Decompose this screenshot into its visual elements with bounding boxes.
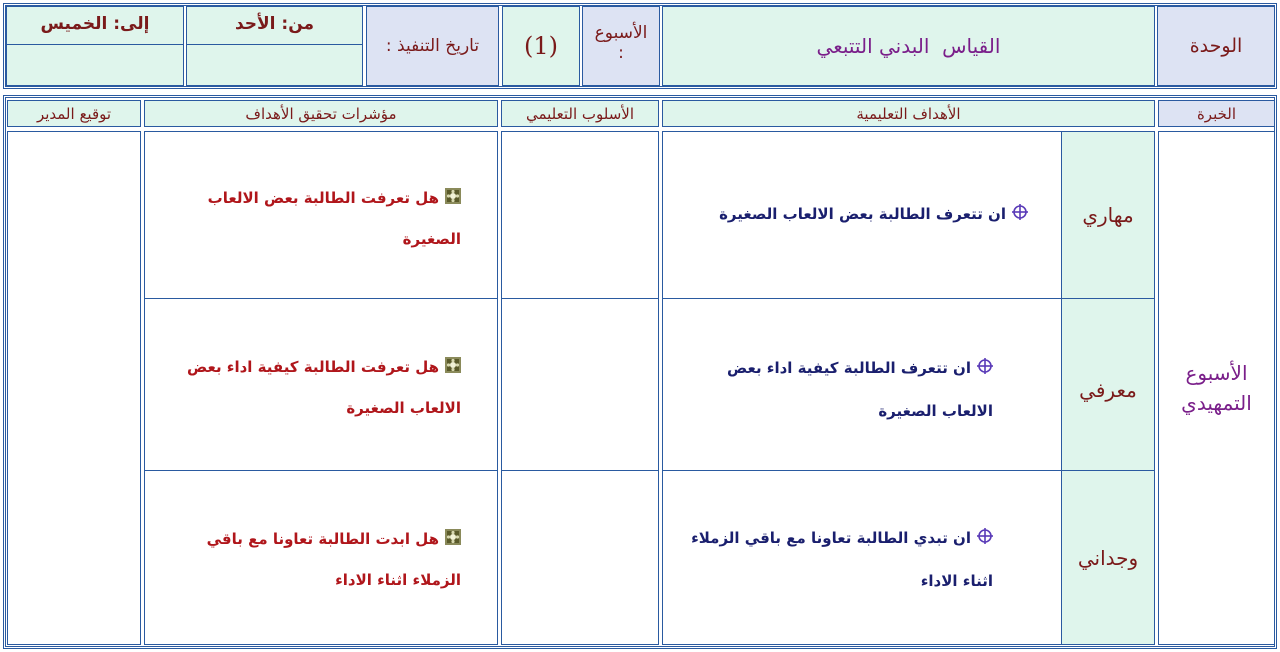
- week-number-cell: [502, 6, 580, 86]
- indicator-2: [181, 347, 461, 428]
- indicator-text-3: هل ابدت الطالبة تعاونا مع باقي الزملاء اثناء الاداء: [206, 530, 461, 589]
- exec-date-cell: [366, 6, 499, 86]
- domain-label-2: معرفي: [1079, 378, 1137, 402]
- crosshair-icon: [977, 518, 993, 560]
- col-header-indicators: [144, 100, 498, 127]
- domain-cell-3: [1061, 470, 1155, 645]
- col-header-experience: [1158, 100, 1275, 127]
- week-number: (1): [524, 32, 558, 60]
- flower-square-icon: [445, 520, 461, 560]
- indicator-cell-3: [144, 470, 498, 645]
- style-cell-2: [501, 298, 659, 472]
- to-label: إلى: الخميس: [7, 7, 183, 45]
- week-label-cell: [582, 6, 660, 86]
- flower-square-icon: [445, 179, 461, 219]
- col-header-experience-label: الخبرة: [1196, 104, 1237, 123]
- indicator-cell-2: [144, 298, 498, 472]
- col-header-objectives: [662, 100, 1155, 127]
- indicator-text-1: هل تعرفت الطالبة بعض الالعاب الصغيرة: [207, 189, 461, 248]
- experience-text: الأسبوع التمهيدي: [1181, 361, 1252, 415]
- unit-label-cell: [1157, 6, 1275, 86]
- indicator-cell-1: [144, 131, 498, 299]
- exec-date-label: تاريخ التنفيذ :: [385, 36, 480, 56]
- from-cell: [186, 6, 363, 86]
- indicator-3: [191, 519, 461, 600]
- signature-cell: [7, 131, 141, 645]
- objective-1: [698, 198, 1028, 231]
- col-header-indicators-label: مؤشرات تحقيق الأهداف: [245, 104, 397, 123]
- unit-title-cell: [662, 6, 1155, 86]
- objective-3: [673, 517, 993, 602]
- unit-title: القياس البدني التتبعي: [816, 34, 1001, 58]
- objective-cell-2: [662, 298, 1062, 472]
- objective-2: [683, 347, 993, 432]
- domain-cell-1: [1061, 131, 1155, 299]
- style-cell-1: [501, 131, 659, 299]
- to-cell: [6, 6, 184, 86]
- col-header-style-label: الأسلوب التعليمي: [525, 104, 635, 123]
- experience-cell: [1158, 131, 1275, 645]
- domain-label-1: مهاري: [1082, 203, 1134, 227]
- objective-text-2: ان تتعرف الطالبة كيفية اداء بعض الالعاب الصغيرة: [727, 359, 993, 420]
- col-header-style: [501, 100, 659, 127]
- indicator-1: [191, 178, 461, 259]
- domain-cell-2: [1061, 298, 1155, 472]
- objective-text-3: ان تبدي الطالبة تعاونا مع باقي الزملاء اثناء الاداء: [691, 529, 993, 590]
- col-header-signature: [7, 100, 141, 127]
- week-label: الأسبوع: [594, 23, 648, 43]
- week-colon: :: [618, 43, 624, 63]
- objective-cell-1: [662, 131, 1062, 299]
- indicator-text-2: هل تعرفت الطالبة كيفية اداء بعض الالعاب الصغيرة: [187, 358, 461, 417]
- objective-text-1: ان تتعرف الطالبة بعض الالعاب الصغيرة: [719, 205, 1006, 223]
- flower-square-icon: [445, 348, 461, 388]
- from-label: من: الأحد: [187, 7, 362, 45]
- crosshair-icon: [977, 348, 993, 390]
- style-cell-3: [501, 470, 659, 645]
- objective-cell-3: [662, 470, 1062, 645]
- col-header-objectives-label: الأهداف التعليمية: [856, 104, 961, 123]
- unit-label: الوحدة: [1189, 35, 1243, 57]
- domain-label-3: وجداني: [1077, 545, 1139, 570]
- col-header-signature-label: توقيع المدير: [36, 104, 112, 123]
- crosshair-icon: [1012, 199, 1028, 231]
